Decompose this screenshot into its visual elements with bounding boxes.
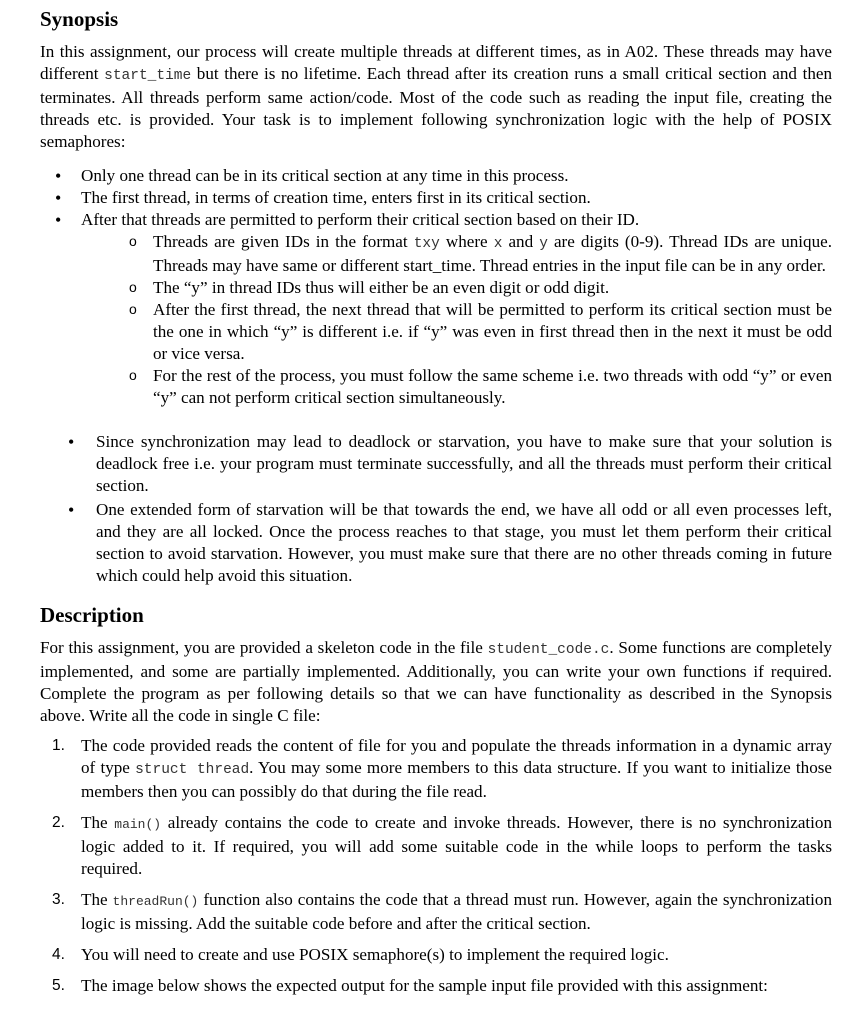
list-item: 1. The code provided reads the content of file for you and populate the threads information in a dynamic array of type struct thread. You may some more members to this data structure. If you want to initialize those members then you can possibly do that during the file read. [52,736,833,801]
list-item: • One extended form of starvation will be that towards the end, we have all odd or all even processes left, and they are all locked. Once the process reaches to that stage, you must let them perform their critical section to avoid starvation. However, you must make sure that there are no other threads coming in future which could help avoid this situation. [0,499,832,587]
synopsis-heading: Synopsis [40,7,119,31]
list-item: 4. You will need to create and use POSIX semaphore(s) to implement the required logic. [52,945,669,964]
start-time-code: start_time [104,68,192,84]
list-item: o Threads are given IDs in the format txy where x and y are digits (0-9). Thread IDs are unique. Threads may have same or different start_time. Thread entries in the input file can be in any order. [81,231,832,277]
list-item: o The “y” in thread IDs thus will either be an even digit or odd digit. [81,277,832,299]
list-item: o For the rest of the process, you must follow the same scheme i.e. two threads with odd “y” or even “y” can not perform critical section simultaneously. [81,365,832,409]
list-item: 5. The image below shows the expected output for the sample input file provided with this assignment: [52,976,768,995]
list-item: • Only one thread can be in its critical section at any time in this process. [0,165,832,187]
synopsis-intro: In this assignment, our process will create multiple threads at different times, as in A02. These threads may have different start_time but there is no lifetime. Each thread after its creation runs a small critical section and then terminates. All threads perform same action/code. Most of the code such as reading the input file, creating the threads etc. is provided. Your task is to implement following synchronization logic with the help of POSIX semaphores: [40,42,832,151]
synopsis-bullet-list [0,165,832,409]
list-item: • After that threads are permitted to perform their critical section based on their ID. o Threads are given IDs in the format txy where x and y are digits (0-9). Thread IDs are unique. Threads may have same or different start_time. Thread entries in the input file can be in any order. o The “y” in thread IDs thus will either be an even digit or odd digit. o After the first thread, the next thread that will be permitted to perform its critical section must be the one in which “y” is different i.e. if “y” was even in first thread then in the next it must be odd or vice versa. o For the rest of the process, you must follow the same scheme i.e. two threads with odd “y” or even “y” can not perform critical section simultaneously. [0,209,832,409]
list-item: 2. The main() already contains the code to create and invoke threads. However, there is no synchronization logic added to it. If required, you will add some suitable code in the while loops to perform the tasks required. [52,813,832,878]
list-item: o After the first thread, the next thread that will be permitted to perform its critical section must be the one in which “y” is different i.e. if “y” was even in first thread then in the next it must be odd or vice versa. [81,299,832,365]
list-item: 3. The threadRun() function also contains the code that a thread must run. However, again the synchronization logic is missing. Add the suitable code before and after the critical section. [52,890,832,933]
thread-id-sub-list [81,231,832,409]
description-intro: For this assignment, you are provided a skeleton code in the file student_code.c. Some functions are completely implemented, and some are partially implemented. Additionally, you can write your own functions if required. Complete the program as per following details so that we can have functionality as described in the Synopsis above. Write all the code in single C file: [40,638,832,725]
list-item: • Since synchronization may lead to deadlock or starvation, you have to make sure that your solution is deadlock free i.e. your program must terminate successfully, and all the threads must perform their critical section. [0,431,832,497]
list-item: • The first thread, in terms of creation time, enters first in its critical section. [0,187,832,209]
description-steps-list [0,735,832,1006]
synopsis-deadlock-list [0,431,832,587]
student-code-filename: student_code.c [487,642,610,658]
description-heading: Description [40,603,144,627]
